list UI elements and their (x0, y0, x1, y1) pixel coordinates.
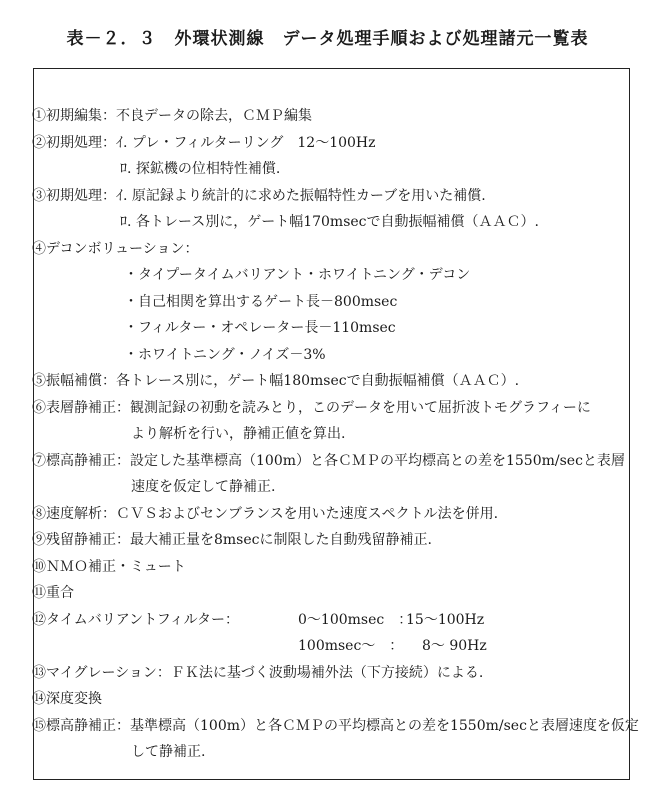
step-12-label: ⑫タイムバリアントフィルター： (32, 611, 240, 628)
step-4-item: ・フィルター・オペレーター長－110msec (124, 320, 396, 336)
table-title: 表－２．３ 外環状測線 データ処理手順および処理諸元一覧表 (66, 29, 589, 49)
step-3: ③初期処理：ｲ. 原記録より統計的に求めた振幅特性カーブを用いた補償. (32, 187, 486, 204)
step-1: ①初期編集：不良データの除去，ＣＭＰ編集 (32, 108, 312, 124)
step-4-item: ・タイプータイムバリアント・ホワイトニング・デコン (124, 267, 471, 283)
step-2: ②初期処理：ｲ. プレ・フィルターリング 12～100Hz (32, 134, 376, 151)
step-12 (32, 607, 632, 634)
step-15-cont: して静補正. (131, 744, 206, 760)
step-7: ⑦標高静補正：設定した基準標高（100m）と各ＣＭＰの平均標高との差を1550m/secと表層 (32, 452, 625, 469)
step-4-item: ・自己相関を算出するゲート長－800msec (124, 293, 398, 310)
step-9: ⑨残留静補正：最大補正量を8msecに制限した自動残留静補正. (32, 532, 432, 548)
step-10: ⑩ＮＭＯ補正・ミュート (32, 558, 186, 575)
step-12-row-2 (32, 633, 632, 660)
step-6-cont: より解析を行い，静補正値を算出. (131, 426, 346, 442)
step-15: ⑮標高静補正：基準標高（100m）と各ＣＭＰの平均標高との差を1550m/secと表層速度を仮定 (32, 717, 639, 734)
filter-time-range-2: 100msec～ ： (298, 638, 404, 654)
step-5: ⑤振幅補償：各トレース別に，ゲート幅180msecで自動振幅補償（ＡＡＣ）. (32, 373, 520, 389)
step-6: ⑥表層静補正：観測記録の初動を読みとり，このデータを用いて屈折波トモグラフィーに (32, 399, 591, 416)
filter-freq-range-2: 8～ 90Hz (422, 638, 487, 654)
step-11: ⑪重合 (32, 585, 74, 601)
step-2-sub: ﾛ. 探鉱機の位相特性補償. (120, 161, 281, 177)
step-7-cont: 速度を仮定して静補正. (131, 479, 276, 495)
procedure-list (32, 103, 639, 766)
step-14: ⑭深度変換 (32, 691, 102, 707)
step-13: ⑬マイグレーション：ＦＫ法に基づく波動場補外法（下方接続）による. (32, 664, 484, 681)
filter-freq-range-1: 15～100Hz (406, 611, 485, 628)
step-8: ⑧速度解析：ＣＶＳおよびセンブランスを用いた速度スペクトル法を併用. (32, 505, 499, 522)
step-3-sub: ﾛ. 各トレース別に，ゲート幅170msecで自動振幅補償（ＡＡＣ）. (120, 214, 539, 230)
step-4-item: ・ホワイトニング・ノイズ－3% (124, 346, 326, 363)
step-4: ④デコンボリューション： (32, 240, 199, 257)
filter-time-range-1: 0～100msec ： (298, 611, 413, 628)
